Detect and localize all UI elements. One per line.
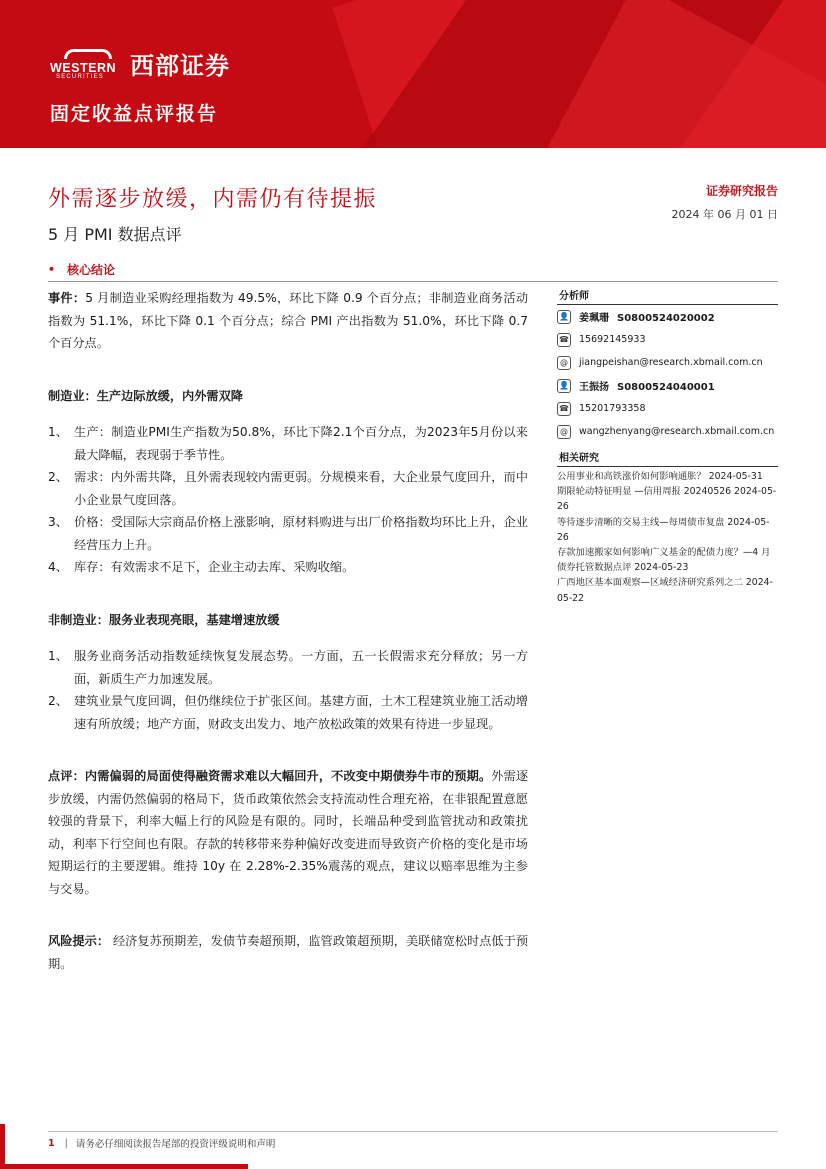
manufacturing-list xyxy=(48,421,528,579)
analyst-email-row xyxy=(557,420,778,443)
person-icon: 👤 xyxy=(557,379,571,393)
risk-paragraph xyxy=(48,930,528,975)
non-manufacturing-list xyxy=(48,645,528,735)
comment-paragraph xyxy=(48,765,528,900)
corner-decoration xyxy=(0,1124,5,1169)
analyst-code: S0800524020002 xyxy=(617,313,715,324)
email-icon: @ xyxy=(557,356,571,370)
analyst-heading: 分析师 xyxy=(557,287,778,305)
non-manufacturing-heading: 非制造业：服务业表现亮眼，基建增速放缓 xyxy=(48,612,280,627)
footer xyxy=(48,1136,275,1150)
header-banner xyxy=(0,0,826,148)
list-item: 3、 价格：受国际大宗商品价格上涨影响，原材料购进与出厂价格指数均环比上升，企业经营压力上升。 xyxy=(48,515,528,552)
list-item: 1、 生产：制造业PMI生产指数为50.8%，环比下降2.1个百分点，为2023年5月份以来最大降幅，表现弱于季节性。 xyxy=(48,425,528,462)
related-research-item[interactable]: 等待逐步清晰的交易主线—每周债市复盘 2024-05-26 xyxy=(557,516,770,543)
analyst-code: S0800524040001 xyxy=(617,382,715,393)
analyst-phone: 15692145933 xyxy=(579,334,646,345)
risk-label: 风险提示： xyxy=(48,934,110,948)
person-icon: 👤 xyxy=(557,310,571,324)
analyst-phone: 15201793358 xyxy=(579,403,646,414)
core-conclusion-title: 核心结论 xyxy=(67,263,116,277)
risk-text: 经济复苏预期差，发债节奏超预期，监管政策超预期，美联储宽松时点低于预期。 xyxy=(48,934,529,971)
event-paragraph xyxy=(48,287,528,355)
logo-cn: 西部证券 xyxy=(130,52,230,80)
comment-bold: 点评：内需偏弱的局面使得融资需求难以大幅回升，不改变中期债券牛市的预期。 xyxy=(48,769,492,783)
list-item: 4、 库存：有效需求不足下，企业主动去库、采购收缩。 xyxy=(48,560,355,574)
bullet-icon: • xyxy=(48,263,56,276)
footer-separator: | xyxy=(64,1137,68,1149)
sidebar xyxy=(557,287,778,606)
analyst-phone-row xyxy=(557,328,778,351)
report-type: 证券研究报告 xyxy=(705,184,778,198)
event-text: 5 月制造业采购经理指数为 49.5%，环比下降 0.9 个百分点；非制造业商务活动指数为 51.1%，环比下降 0.1 个百分点；综合 PMI 产出指数为 51.0%，环比下降 0.7 个百分点。 xyxy=(48,291,529,350)
logo-en: WESTERN xyxy=(50,60,116,75)
logo-en-sub: SECURITIES xyxy=(56,73,105,80)
analyst-name: 王振扬 xyxy=(579,382,609,393)
divider xyxy=(48,281,778,282)
company-logo xyxy=(50,46,230,81)
page-title: 外需逐步放缓，内需仍有待提振 xyxy=(48,187,378,212)
page-number: 1 xyxy=(48,1137,55,1149)
corner-decoration xyxy=(0,1164,248,1169)
comment-text: 外需逐步放缓，内需仍然偏弱的格局下，货币政策依然会支持流动性合理充裕，在非银配置意愿较强的背景下，利率大幅上行的风险是有限的。同时，长端品种受到监管扰动和政策扰动，利率下行空间也有限。存款的转移带来券种偏好改变进而导致资产价格的变化是市场短期运行的主要逻辑。维持 10y 在 2.28%-2.35%震荡的观点，建议以赔率思维为主参与交易。 xyxy=(48,769,529,896)
list-item: 1、 服务业商务活动指数延续恢复发展态势。一方面，五一长假需求充分释放；另一方面，新质生产力加速发展。 xyxy=(48,649,528,686)
core-conclusion-heading xyxy=(48,261,115,278)
footer-divider xyxy=(48,1131,778,1132)
analyst-row xyxy=(557,305,778,328)
phone-icon: ☎ xyxy=(557,333,571,347)
analyst-name: 姜珮珊 xyxy=(579,313,609,324)
manufacturing-heading: 制造业：生产边际放缓，内外需双降 xyxy=(48,388,243,403)
analyst-row xyxy=(557,374,778,397)
list-item: 2、 需求：内外需共降，且外需表现较内需更弱。分规模来看，大企业景气度回升，而中小企业景气度回落。 xyxy=(48,470,528,507)
analyst-email[interactable]: jiangpeishan@research.xbmail.com.cn xyxy=(579,357,763,368)
related-research-item[interactable]: 期限轮动特征明显 —信用周报 20240526 2024-05-26 xyxy=(557,486,777,513)
related-research-list xyxy=(557,467,778,606)
email-icon: @ xyxy=(557,425,571,439)
report-date: 2024 年 06 月 01 日 xyxy=(671,208,778,221)
list-item: 2、 建筑业景气度回调，但仍继续位于扩张区间。基建方面，土木工程建筑业施工活动增速有所放缓；地产方面，财政支出发力、地产放松政策的效果有待进一步显现。 xyxy=(48,694,528,731)
analyst-email[interactable]: wangzhenyang@research.xbmail.com.cn xyxy=(579,426,775,437)
related-research-item[interactable]: 广西地区基本面观察—区域经济研究系列之二 2024-05-22 xyxy=(557,577,773,604)
event-label: 事件： xyxy=(48,291,86,305)
page-subtitle: 5 月 PMI 数据点评 xyxy=(48,225,182,244)
phone-icon: ☎ xyxy=(557,402,571,416)
analyst-phone-row xyxy=(557,397,778,420)
report-category: 固定收益点评报告 xyxy=(50,103,219,125)
related-research-heading: 相关研究 xyxy=(557,449,778,467)
footer-disclaimer: 请务必仔细阅读报告尾部的投资评级说明和声明 xyxy=(75,1139,276,1150)
analyst-email-row xyxy=(557,351,778,374)
related-research-item[interactable]: 存款加速搬家如何影响广义基金的配债力度？—4 月债券托管数据点评 2024-05-23 xyxy=(557,547,771,574)
main-content xyxy=(48,287,528,975)
related-research-item[interactable]: 公用事业和高铁涨价如何影响通胀？ 2024-05-31 xyxy=(557,471,763,482)
bull-horn-icon xyxy=(50,49,126,79)
